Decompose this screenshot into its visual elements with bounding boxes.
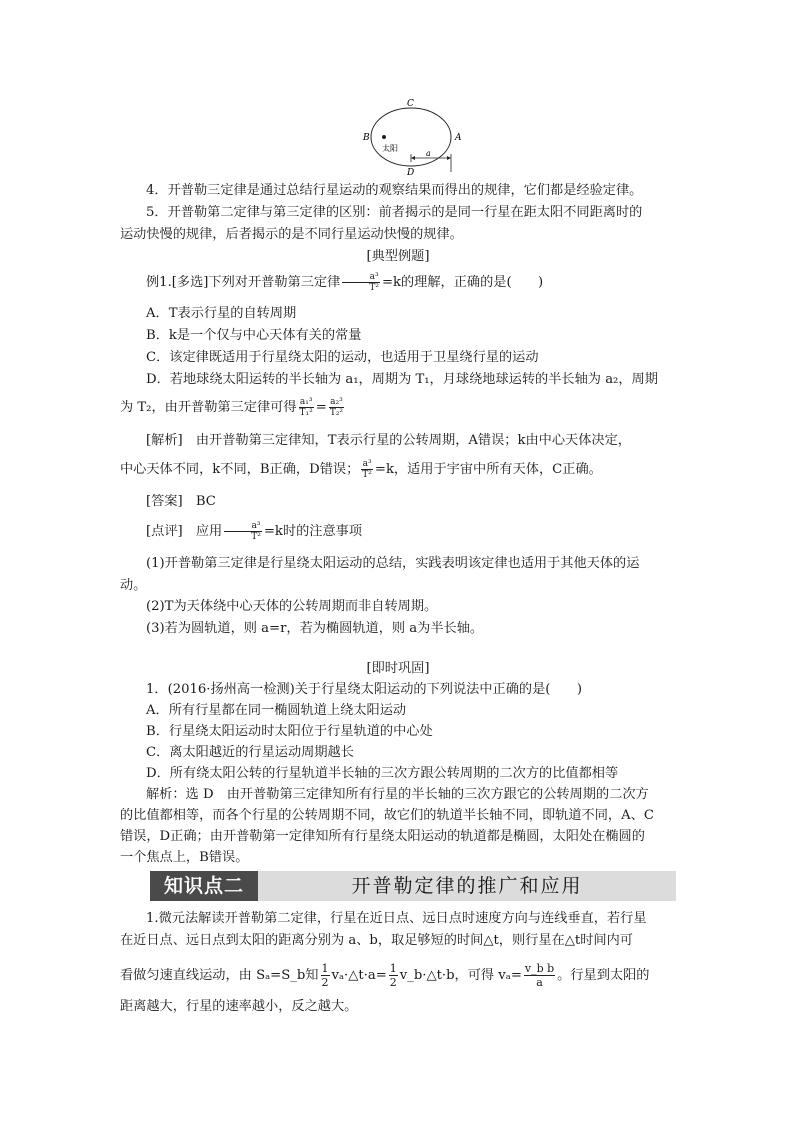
comment-fraction-den: T²: [251, 532, 261, 542]
velocity-den: a: [536, 976, 543, 989]
fraction-a1-t1: [299, 397, 314, 418]
example1-option-c: C．该定律既适用于行星绕太阳的运动，也适用于卫星绕行星的运动: [146, 350, 539, 365]
example1-option-d-line2: [120, 397, 676, 420]
fraction-a2: a₂³: [330, 397, 343, 407]
example1-option-a: A．T表示行星的自转周期: [146, 306, 297, 321]
kp2-line3: [120, 962, 676, 989]
practice1-option-c: C．离太阳越近的行星运动周期越长: [146, 745, 354, 760]
label-b: B: [363, 133, 370, 143]
analysis-fraction-num: a³: [362, 459, 372, 469]
practice1-option-b: B．行星绕太阳运动时太阳位于行星轨道的中心处: [146, 724, 433, 739]
practice1-analysis-line4: 一个焦点上，B错误。: [120, 850, 249, 865]
example1-analysis-line2: [120, 459, 676, 482]
arrow-right-head: [447, 156, 451, 160]
kp2-line1: 1.微元法解读开普勒第二定律，行星在近日点、远日点时速度方向与连线垂直，若行星: [146, 911, 647, 926]
analysis-fraction-den: T²: [362, 470, 372, 480]
analysis-line2-suffix: =k，适用于宇宙中所有天体，C正确。: [374, 462, 602, 477]
point-4: 4．开普勒三定律是通过总结行星运动的观察结果而得出的规律，它们都是经验定律。: [146, 183, 643, 198]
kp2-line4: 距离越大，行星的速率越小，反之越大。: [120, 999, 358, 1014]
label-semi-axis: a: [426, 149, 431, 158]
example1-answer: [答案] BC: [146, 494, 216, 509]
point-5-line1: 5．开普勒第二定律与第三定律的区别：前者揭示的是同一行星在距太阳不同距离时的: [146, 205, 643, 220]
section-typical-examples: [典型例题]: [366, 249, 430, 264]
label-d: D: [407, 168, 415, 176]
option-d-prefix: 为 T₂，由开普勒第三定律可得: [120, 400, 297, 415]
example1-stem: [120, 272, 676, 295]
comment-prefix: [点评] 应用: [146, 524, 223, 539]
analysis-line2-prefix: 中心天体不同，k不同，B正确，D错误；: [120, 462, 360, 477]
fraction-numerator: a³: [342, 272, 380, 283]
half-num-2: 1: [389, 962, 397, 975]
half-fraction-1: [321, 962, 330, 989]
velocity-num: v_b b: [524, 962, 555, 975]
half-den-2: 2: [389, 976, 397, 989]
kp2-line3-prefix: 看做匀速直线运动，由 Sₐ=S_b知: [120, 968, 319, 983]
label-sun: 太阳: [382, 144, 398, 153]
analysis-fraction: [361, 459, 373, 480]
practice1-analysis-line3: 错误，D正确；由开普勒第一定律知所有行星绕太阳运动的轨道都是椭圆，太阳处在椭圆的: [120, 829, 645, 844]
practice1-analysis-line2: 的比值都相等，而各个行星的公转周期不同，故它们的轨道半长轴不同，即轨道不同，A、C: [120, 808, 654, 823]
section-practice: [即时巩固]: [366, 661, 430, 676]
practice1-option-d: D．所有绕太阳公转的行星轨道半长轴的三次方跟公转周期的二次方的比值都相等: [146, 766, 619, 781]
note-3: (3)若为圆轨道，则 a=r，若为椭圆轨道，则 a为半长轴。: [146, 621, 484, 636]
knowledge-point-title: 开普勒定律的推广和应用: [351, 875, 583, 897]
kepler-fraction: [342, 272, 380, 293]
point-5-line2: 运动快慢的规律，后者揭示的是不同行星运动快慢的规律。: [120, 227, 463, 242]
kp2-line3-suffix: 。行星到太阳的: [557, 968, 650, 983]
orbit-diagram: [360, 96, 470, 176]
practice1-analysis-line1: 解析：选 D 由开普勒第三定律知所有行星的半长轴的三次方跟它的公转周期的二次方: [146, 787, 649, 802]
practice1-stem: 1．(2016·扬州高一检测)关于行星绕太阳运动的下列说法中正确的是( ): [146, 682, 582, 697]
fraction-t2: T₂²: [329, 408, 344, 418]
kp2-line3-mid2: v_b·△t·b，可得 vₐ=: [399, 968, 522, 983]
fraction-t1: T₁²: [299, 408, 313, 418]
knowledge-point-label: 知识点二: [150, 871, 258, 901]
example1-analysis-line1: [解析] 由开普勒第三定律知，T表示行星的公转周期，A错误；k由中心天体决定，: [146, 433, 631, 448]
half-num-1: 1: [321, 962, 329, 975]
equals-sign: =: [315, 400, 327, 415]
example1-comment: [120, 521, 676, 544]
sun-dot: [382, 135, 386, 139]
kp2-line2: 在近日点、远日点到太阳的距离分别为 a、b，取足够短的时间△t，则行星在△t时间内可: [120, 933, 633, 948]
example1-option-d-line1: D．若地球绕太阳运转的半长轴为 a₁，周期为 T₁，月球绕地球运转的半长轴为 a₂，周期: [146, 372, 658, 387]
label-c: C: [407, 99, 414, 109]
fraction-a1: a₁³: [299, 397, 313, 407]
arrow-left-head: [411, 156, 415, 160]
kp2-line3-mid1: vₐ·△t·a=: [331, 968, 387, 983]
half-fraction-2: [389, 962, 398, 989]
comment-suffix: =k时的注意事项: [263, 524, 363, 539]
fraction-denominator: T²: [369, 283, 379, 293]
comment-fraction-num: a³: [224, 521, 262, 532]
example1-stem-prefix: 例1.[多选]下列对开普勒第三定律: [146, 275, 341, 290]
fraction-a2-t2: [329, 397, 344, 418]
example1-stem-suffix: =k的理解，正确的是( ): [381, 275, 544, 290]
half-den-1: 2: [321, 976, 329, 989]
practice1-option-a: A．所有行星都在同一椭圆轨道上绕太阳运动: [146, 703, 407, 718]
comment-fraction: [224, 521, 262, 542]
knowledge-point-header: [150, 871, 676, 901]
example1-option-b: B．k是一个仅与中心天体有关的常量: [146, 328, 362, 343]
velocity-fraction: [524, 962, 555, 989]
label-a: A: [455, 133, 462, 143]
note-2: (2)T为天体绕中心天体的公转周期而非自转周期。: [146, 599, 438, 614]
note-1-line1: (1)开普勒第三定律是行星绕太阳运动的总结，实践表明该定律也适用于其他天体的运: [146, 556, 640, 571]
note-1-line2: 动。: [120, 578, 147, 593]
